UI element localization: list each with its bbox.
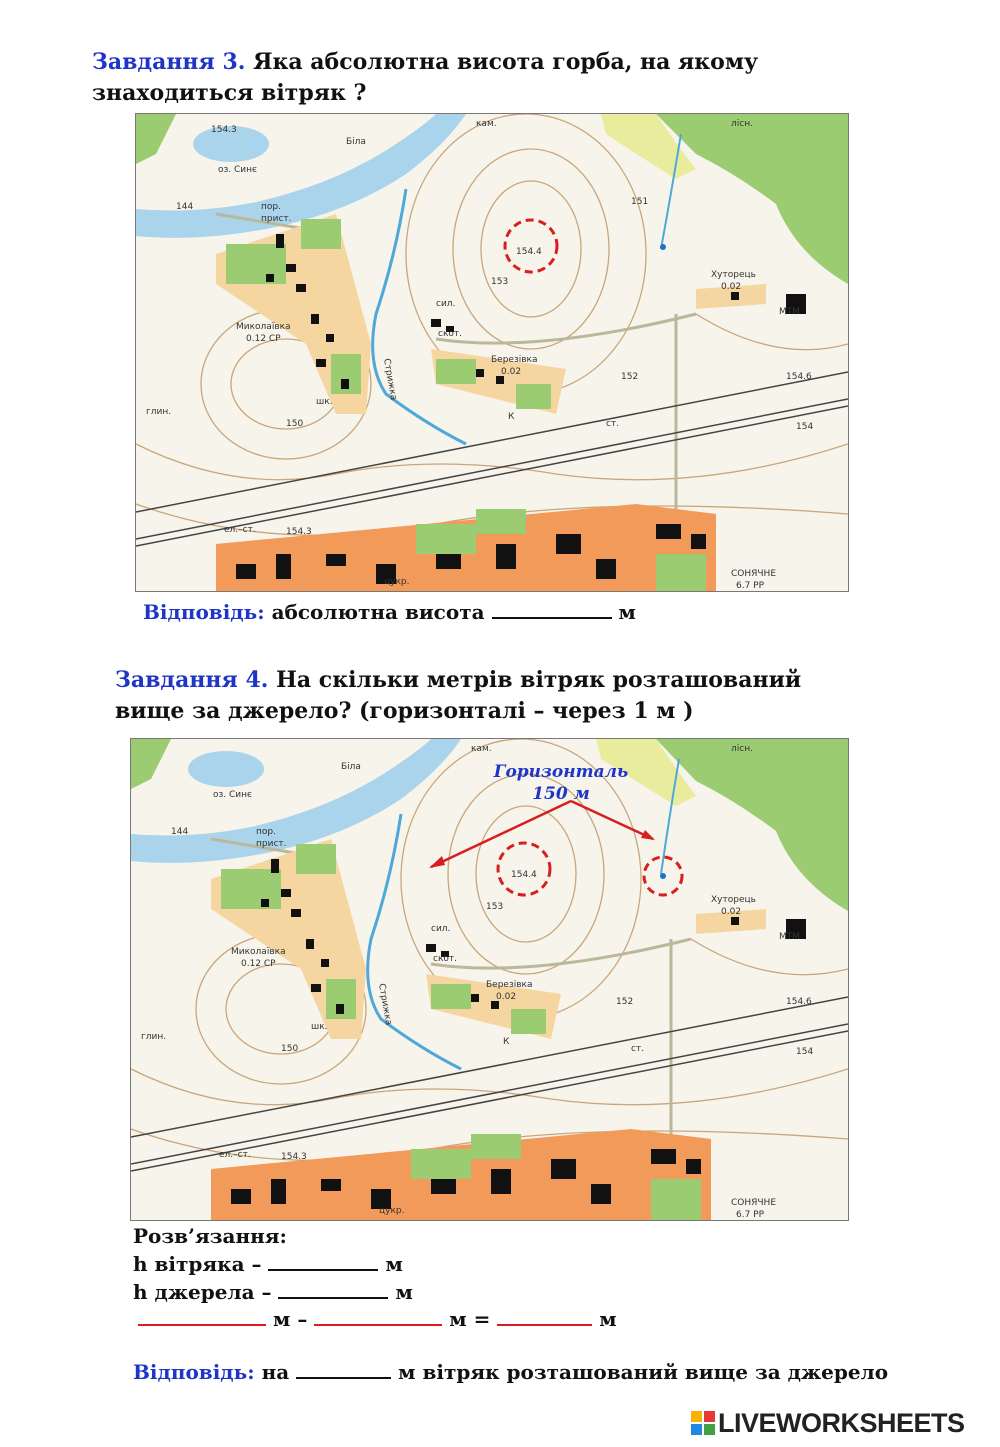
map-elev-144: 144 [176, 202, 194, 212]
map-village2-info: 0.02 [496, 992, 517, 1002]
map-pier2: прист. [256, 839, 287, 849]
map-c154: 154 [796, 422, 814, 432]
task4-answer-suffix: м вітряк розташований вище за джерело [398, 1360, 889, 1384]
topographic-map-2 [130, 738, 849, 1221]
task4-question-line2: вище за джерело? (горизонталі – через 1 м ) [115, 698, 694, 724]
map-el-st: ел.–ст. [219, 1150, 251, 1160]
map-peak: 154.4 [511, 870, 537, 880]
map-el-st: ел.–ст. [224, 525, 256, 535]
map-pier: пор. [256, 827, 276, 837]
task4-h-spring-row [133, 1280, 413, 1304]
map-pier2: прист. [261, 214, 292, 224]
task4-eq-unit-2: м [449, 1307, 467, 1331]
map-c150: 150 [286, 419, 304, 429]
map-point-1546: 154.6 [786, 372, 812, 382]
spring-icon [660, 873, 666, 879]
map-mtm: МТМ [779, 307, 801, 317]
map-skot: скот. [438, 329, 462, 339]
task4-h-windmill-unit: м [385, 1252, 403, 1276]
map-lake-elev: 154.3 [211, 125, 237, 135]
map-village1: Миколаївка [236, 322, 291, 332]
map-kam: кам. [471, 744, 492, 754]
map-stream: Стрижка [381, 357, 399, 402]
map-silo: сил. [436, 299, 456, 309]
brand-text: LIVEWORKSHEETS [718, 1407, 965, 1438]
map-mtm: МТМ [779, 932, 801, 942]
task3-label: Завдання 3. [92, 49, 246, 75]
map-c153: 153 [491, 277, 509, 287]
task4-h-windmill-row [133, 1252, 403, 1276]
map-spring-k: К [503, 1037, 510, 1047]
map-tsukr: цукр. [379, 1206, 405, 1216]
task4-eq-equals: = [473, 1307, 491, 1331]
task4-h-windmill: h вітряка – [133, 1252, 262, 1276]
map-stream: Стрижка [376, 982, 394, 1027]
map-village3: Хуторець [711, 270, 756, 280]
map-lake-label: оз. Синє [218, 165, 257, 175]
task4-answer-prefix: на [261, 1360, 290, 1384]
task4-question [115, 665, 975, 727]
map-village2-info: 0.02 [501, 367, 522, 377]
map-town: СОНЯЧНЕ [731, 569, 777, 579]
map-point-1543: 154.3 [281, 1152, 307, 1162]
map-shk: шк. [316, 397, 333, 407]
map-pier: пор. [261, 202, 281, 212]
liveworksheets-logo-icon [690, 1410, 716, 1436]
map-point-1546: 154.6 [786, 997, 812, 1007]
map-forest: лісн. [731, 744, 753, 754]
task4-label: Завдання 4. [115, 667, 269, 693]
map-village3-info: 0.02 [721, 282, 742, 292]
task3-question [92, 47, 952, 109]
map-tsukr: цукр. [384, 577, 410, 587]
task4-solution-label: Розв’язання: [133, 1224, 287, 1248]
task3-question-line1: Яка абсолютна висота горба, на якому [253, 49, 759, 75]
map-c150: 150 [281, 1044, 299, 1054]
task3-answer-label: Відповідь: [143, 600, 265, 624]
contour-annotation-line2: 150 м [532, 784, 590, 804]
task4-h-spring-input[interactable] [278, 1297, 388, 1299]
task4-answer-label: Відповідь: [133, 1360, 255, 1384]
task4-equation-row [138, 1307, 617, 1331]
map-village3-info: 0.02 [721, 907, 742, 917]
map-point-1543: 154.3 [286, 527, 312, 537]
brand-logo[interactable] [690, 1405, 965, 1441]
map-town-info: 6.7 РР [736, 1210, 765, 1220]
map-village2: Березівка [491, 355, 538, 365]
task4-h-spring: h джерела – [133, 1280, 272, 1304]
map-river-label: Біла [346, 137, 366, 147]
task3-question-line2: знаходиться вітряк ? [92, 80, 367, 106]
map-c152: 152 [621, 372, 639, 382]
task3-answer-unit: м [618, 600, 636, 624]
map-c151: 151 [631, 197, 649, 207]
spring-icon [660, 244, 666, 250]
map-village1-info: 0.12 СР [241, 959, 276, 969]
map-elev-144: 144 [171, 827, 189, 837]
map-village1-info: 0.12 СР [246, 334, 281, 344]
map-village3: Хуторець [711, 895, 756, 905]
map-clay: глин. [146, 407, 172, 417]
map-skot: скот. [433, 954, 457, 964]
map-forest: лісн. [731, 119, 753, 129]
topographic-map-1 [135, 113, 849, 592]
map-spring-k: К [508, 412, 515, 422]
task4-eq-input-3[interactable] [497, 1324, 592, 1326]
map-c153: 153 [486, 902, 504, 912]
task3-answer [143, 600, 636, 624]
task4-answer [133, 1360, 888, 1384]
map-silo: сил. [431, 924, 451, 934]
map-river-label: Біла [341, 762, 361, 772]
map-kam: кам. [476, 119, 497, 129]
task4-eq-input-1[interactable] [138, 1324, 266, 1326]
map-shk: шк. [311, 1022, 328, 1032]
task4-answer-input[interactable] [296, 1377, 391, 1379]
task4-h-windmill-input[interactable] [268, 1269, 378, 1271]
task4-question-line1: На скільки метрів вітряк розташований [276, 667, 802, 693]
task4-eq-unit-1: м [272, 1307, 291, 1331]
map-c152: 152 [616, 997, 634, 1007]
map-village1: Миколаївка [231, 947, 286, 957]
task3-answer-input[interactable] [492, 617, 612, 619]
map-town-info: 6.7 РР [736, 581, 765, 591]
map-peak: 154.4 [516, 247, 542, 257]
map-station: ст. [631, 1044, 645, 1054]
map-station: ст. [606, 419, 620, 429]
task3-answer-text: абсолютна висота [271, 600, 485, 624]
task4-eq-unit-3: м [599, 1307, 617, 1331]
map-village2: Березівка [486, 980, 533, 990]
task4-eq-minus: – [297, 1307, 308, 1331]
task4-eq-input-2[interactable] [314, 1324, 442, 1326]
map-c154: 154 [796, 1047, 814, 1057]
contour-annotation-line1: Горизонталь [493, 762, 629, 782]
map-town: СОНЯЧНЕ [731, 1198, 777, 1208]
map-lake-label: оз. Синє [213, 790, 252, 800]
map-clay: глин. [141, 1032, 167, 1042]
task4-h-spring-unit: м [395, 1280, 413, 1304]
